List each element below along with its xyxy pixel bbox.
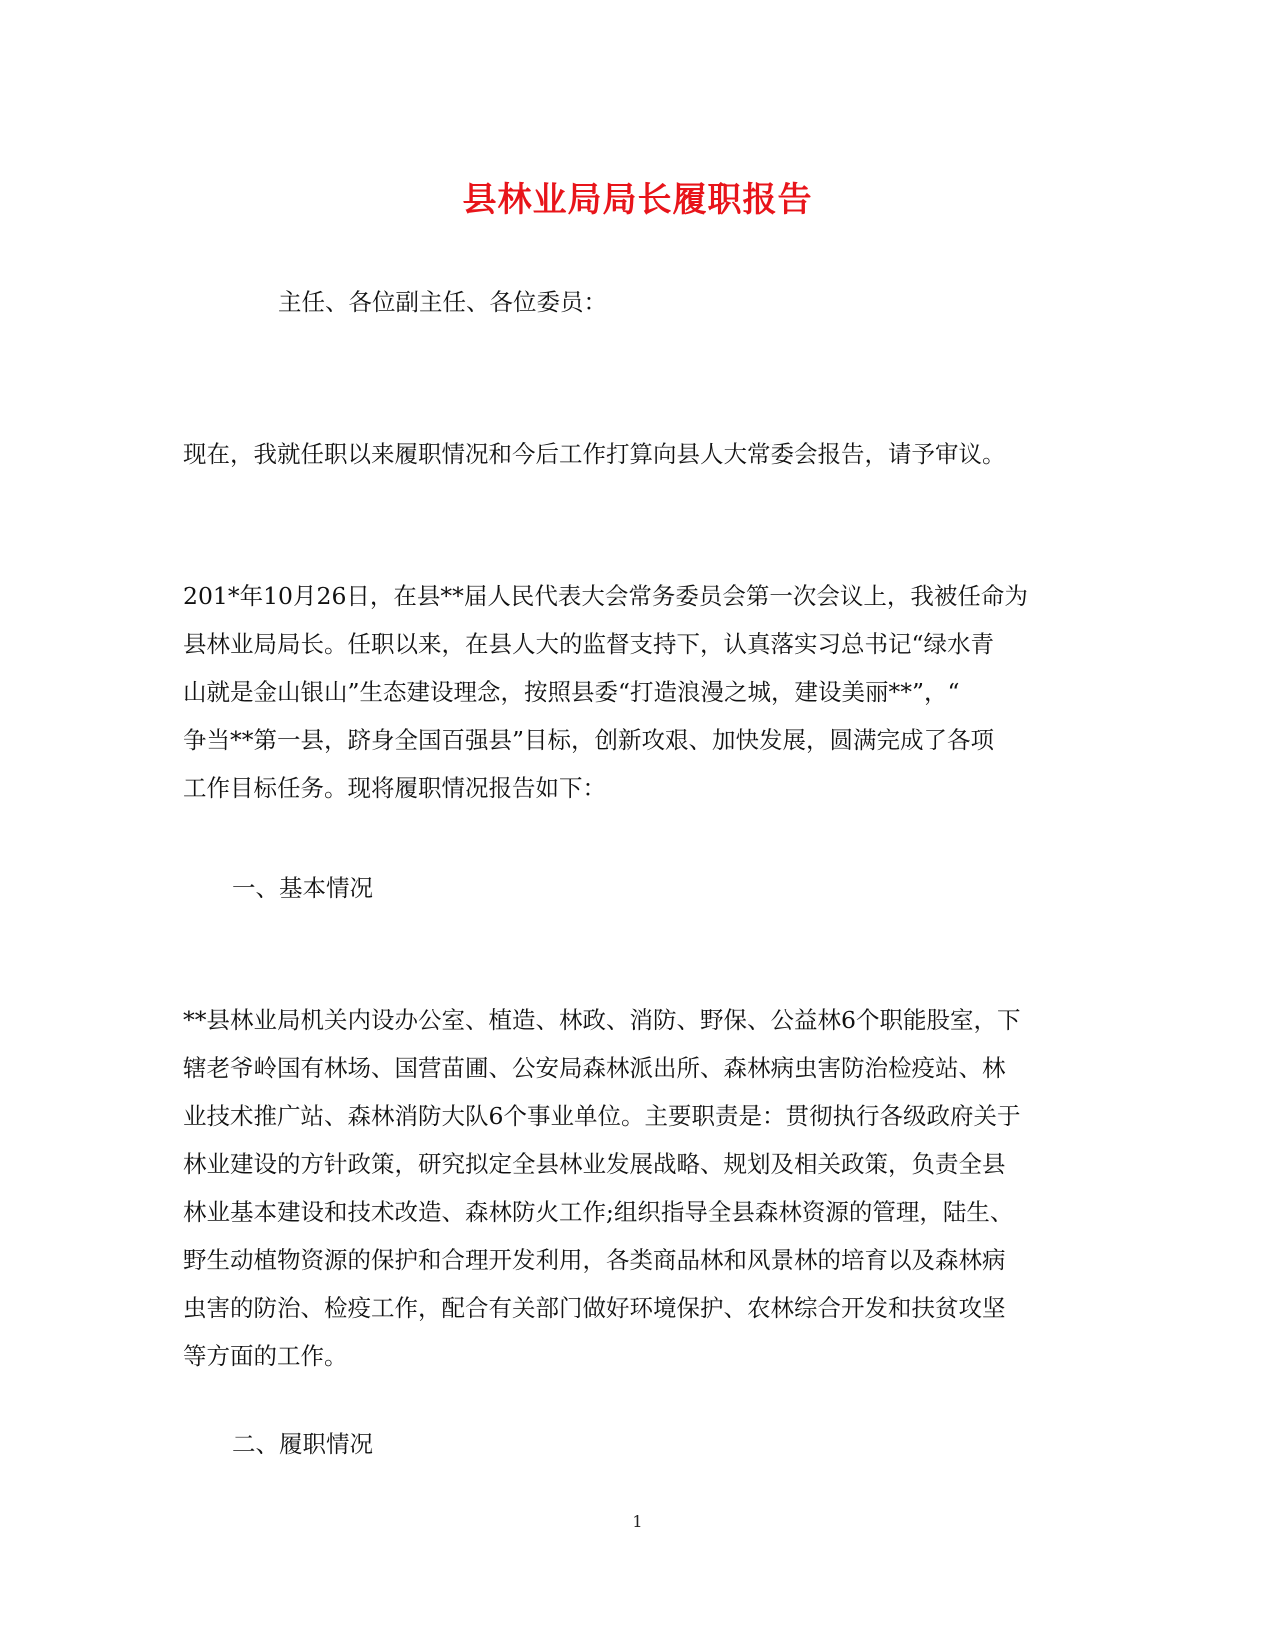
page-number: 1 — [632, 1512, 643, 1531]
paragraph-line: 虫害的防治、检疫工作，配合有关部门做好环境保护、农林综合开发和扶贫攻坚 — [183, 1294, 1006, 1322]
paragraph-line: **县林业局机关内设办公室、植造、林政、消防、野保、公益林6个职能股室，下 — [183, 1006, 1021, 1034]
section-heading-duties: 二、履职情况 — [232, 1430, 373, 1458]
paragraph-line: 201*年10月26日，在县**届人民代表大会常务委员会第一次会议上，我被任命为 — [183, 582, 1028, 610]
paragraph-line: 业技术推广站、森林消防大队6个事业单位。主要职责是：贯彻执行各级政府关于 — [183, 1102, 1021, 1130]
appointment-paragraph — [183, 572, 1028, 812]
paragraph-line: 野生动植物资源的保护和合理开发利用，各类商品林和风景林的培育以及森林病 — [183, 1246, 1006, 1274]
document-title: 县林业局局长履职报告 — [462, 180, 813, 220]
paragraph-line: 等方面的工作。 — [183, 1342, 348, 1370]
paragraph-line: 县林业局局长。任职以来，在县人大的监督支持下，认真落实习总书记“绿水青 — [183, 630, 995, 658]
paragraph-line: 林业建设的方针政策，研究拟定全县林业发展战略、规划及相关政策，负责全县 — [183, 1150, 1006, 1178]
paragraph-line: 辖老爷岭国有林场、国营苗圃、公安局森林派出所、森林病虫害防治检疫站、林 — [183, 1054, 1006, 1082]
paragraph-line: 工作目标任务。现将履职情况报告如下： — [183, 774, 606, 802]
paragraph-line: 林业基本建设和技术改造、森林防火工作;组织指导全县森林资源的管理，陆生、 — [183, 1198, 1014, 1226]
paragraph-line: 争当**第一县，跻身全国百强县”目标，创新攻艰、加快发展，圆满完成了各项 — [183, 726, 995, 754]
intro-paragraph: 现在，我就任职以来履职情况和今后工作打算向县人大常委会报告，请予审议。 — [183, 440, 1006, 468]
salutation: 主任、各位副主任、各位委员： — [278, 288, 607, 316]
basic-info-paragraph — [183, 996, 1020, 1380]
section-heading-basic: 一、基本情况 — [232, 874, 373, 902]
paragraph-line: 山就是金山银山”生态建设理念，按照县委“打造浪漫之城，建设美丽**”，“ — [183, 678, 960, 706]
